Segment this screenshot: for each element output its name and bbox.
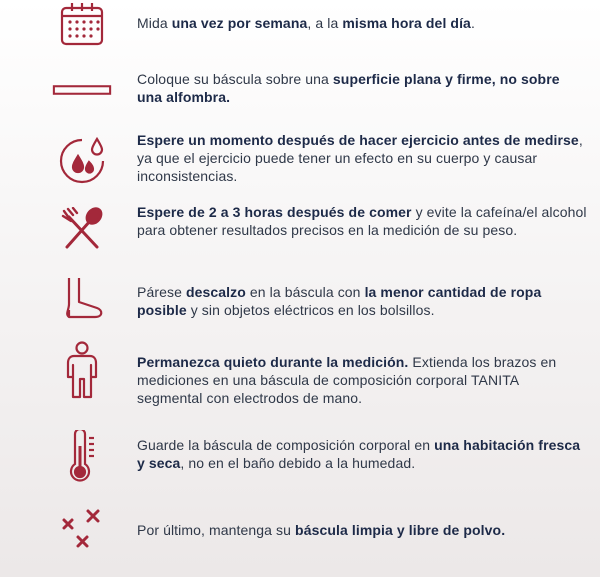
tip-text: Mida una vez por semana, a la misma hora del día. <box>137 15 475 31</box>
calendar-icon <box>52 2 112 46</box>
tip-text: Guarde la báscula de composición corporal en una habitación fresca y seca, no en el baño debido a la humedad. <box>137 437 581 471</box>
sweat-drops-icon <box>52 136 112 186</box>
person-standing-icon <box>52 341 112 399</box>
sparkle-clean-icon <box>52 506 112 554</box>
tip-text: Por último, mantenga su báscula limpia y libre de polvo. <box>137 522 506 538</box>
tip-text: Párese descalzo en la báscula con la menor cantidad de ropa posible y sin objetos eléctricos en los bolsillos. <box>137 284 542 318</box>
thermometer-icon <box>52 430 112 486</box>
tip-text: Coloque su báscula sobre una superficie plana y firme, no sobre una alfombra. <box>137 71 560 105</box>
tip-text: Permanezca quieto durante la medición. Extienda los brazos en mediciones en una báscula de composición corporal TANITA segmental con electrodos de mano. <box>137 354 557 406</box>
scale-surface-icon <box>52 82 112 98</box>
fork-spoon-icon <box>52 207 112 251</box>
tip-text: Espere de 2 a 3 horas después de comer y evite la cafeína/el alcohol para obtener resultados precisos en la medición de su peso. <box>137 204 587 238</box>
foot-icon <box>52 276 112 320</box>
tip-text: Espere un momento después de hacer ejercicio antes de medirse, ya que el ejercicio puede tener un efecto en su cuerpo y causar inconsistencias. <box>137 132 583 184</box>
